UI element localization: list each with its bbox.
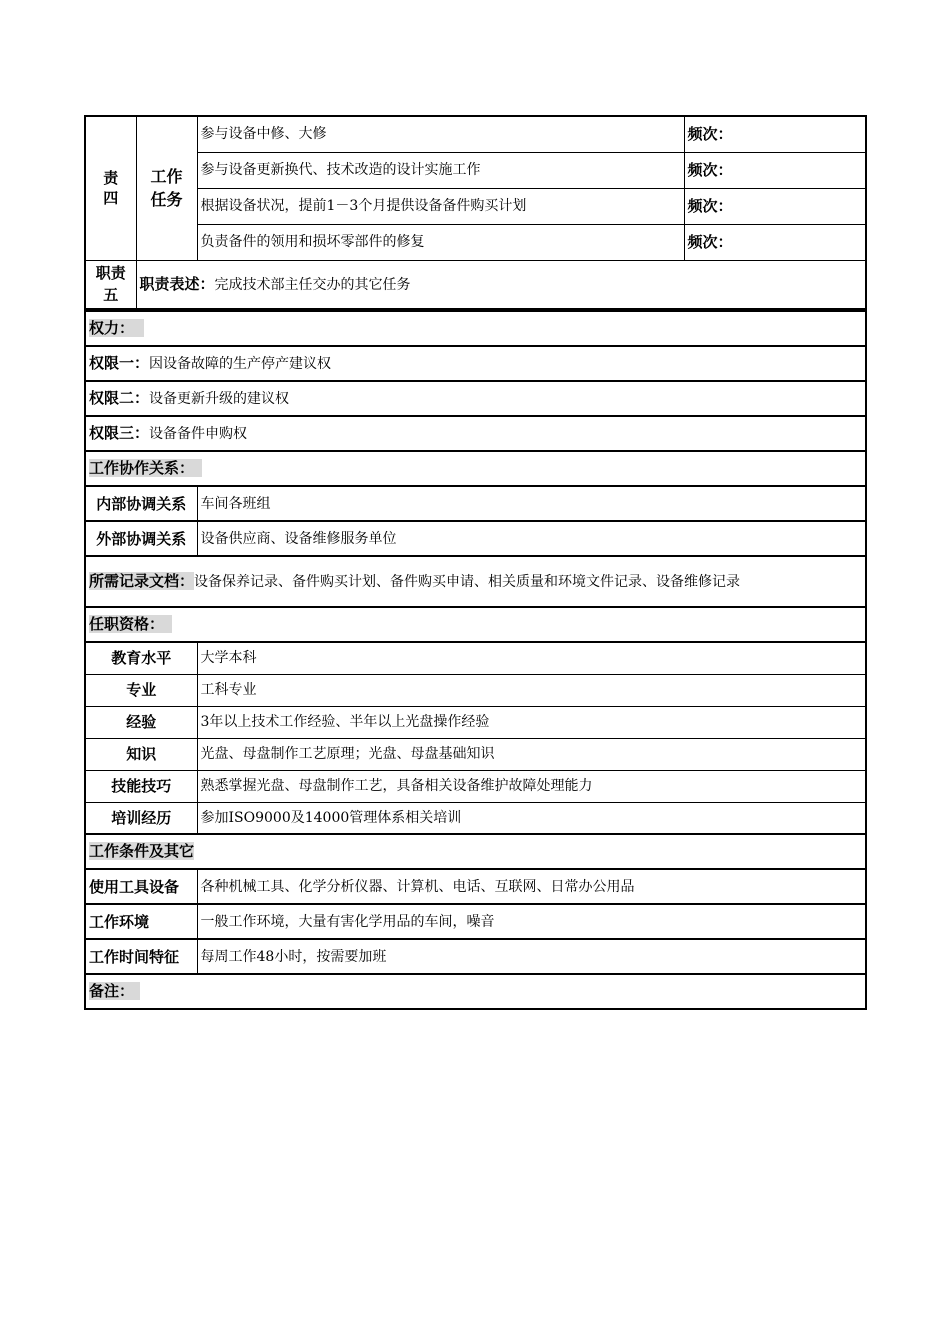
qualification-value: 工科专业: [197, 674, 866, 706]
internal-collab-label: 内部协调关系: [85, 486, 197, 521]
condition-value: 每周工作48小时，按需要加班: [197, 939, 866, 974]
task-frequency: 频次：: [684, 224, 866, 260]
task-text: 根据设备状况，提前1－3个月提供设备备件购买计划: [197, 188, 684, 224]
task-frequency: 频次：: [684, 152, 866, 188]
remarks-row: 备注：: [85, 974, 866, 1009]
duty5-desc-text: 完成技术部主任交办的其它任务: [214, 276, 411, 293]
duty5-description: [136, 260, 866, 309]
collab-section-title: 工作协作关系：: [85, 451, 866, 486]
condition-label: 工作环境: [85, 904, 197, 939]
qualification-value: 大学本科: [197, 642, 866, 674]
authority-item: 权限三：设备备件申购权: [85, 416, 866, 451]
qualification-label: 专业: [85, 674, 197, 706]
task-text: 负责备件的领用和损坏零部件的修复: [197, 224, 684, 260]
external-collab-label: 外部协调关系: [85, 521, 197, 556]
authority-item: 权限一：因设备故障的生产停产建议权: [85, 346, 866, 381]
condition-value: 一般工作环境，大量有害化学用品的车间，噪音: [197, 904, 866, 939]
qualification-value: 熟悉掌握光盘、母盘制作工艺，具备相关设备维护故障处理能力: [197, 770, 866, 802]
authority-section-title: 权力：: [85, 311, 866, 346]
duty5-desc-label: 职责表述：: [139, 274, 215, 293]
internal-collab-value: 车间各班组: [197, 486, 866, 521]
condition-value: 各种机械工具、化学分析仪器、计算机、电话、互联网、日常办公用品: [197, 869, 866, 904]
condition-label: 工作时间特征: [85, 939, 197, 974]
authority-item: 权限二：设备更新升级的建议权: [85, 381, 866, 416]
records-text: 设备保养记录、备件购买计划、备件购买申请、相关质量和环境文件记录、设备维修记录: [194, 574, 741, 590]
task-frequency: 频次：: [684, 188, 866, 224]
authority-table: [84, 310, 867, 1010]
qualification-label: 经验: [85, 706, 197, 738]
duty4-label: 责 四: [85, 116, 136, 260]
qualifications-section-title: 任职资格：: [85, 607, 866, 642]
qualification-label: 知识: [85, 738, 197, 770]
qualification-label: 教育水平: [85, 642, 197, 674]
qualification-label: 培训经历: [85, 802, 197, 834]
qualification-value: 光盘、母盘制作工艺原理；光盘、母盘基础知识: [197, 738, 866, 770]
duty5-label: 职责 五: [85, 260, 136, 309]
task-text: 参与设备更新换代、技术改造的设计实施工作: [197, 152, 684, 188]
qualification-value: 3年以上技术工作经验、半年以上光盘操作经验: [197, 706, 866, 738]
qualification-label: 技能技巧: [85, 770, 197, 802]
condition-label: 使用工具设备: [85, 869, 197, 904]
duty-table: [84, 115, 867, 310]
external-collab-value: 设备供应商、设备维修服务单位: [197, 521, 866, 556]
task-text: 参与设备中修、大修: [197, 116, 684, 152]
job-description-sheet: [84, 115, 865, 1010]
task-frequency: 频次：: [684, 116, 866, 152]
duty4-task-label: 工作 任务: [136, 116, 197, 260]
qualification-value: 参加ISO9000及14000管理体系相关培训: [197, 802, 866, 834]
conditions-section-title: 工作条件及其它: [85, 834, 866, 869]
records-row: 所需记录文档：设备保养记录、备件购买计划、备件购买申请、相关质量和环境文件记录、设备维修记录: [85, 556, 866, 607]
